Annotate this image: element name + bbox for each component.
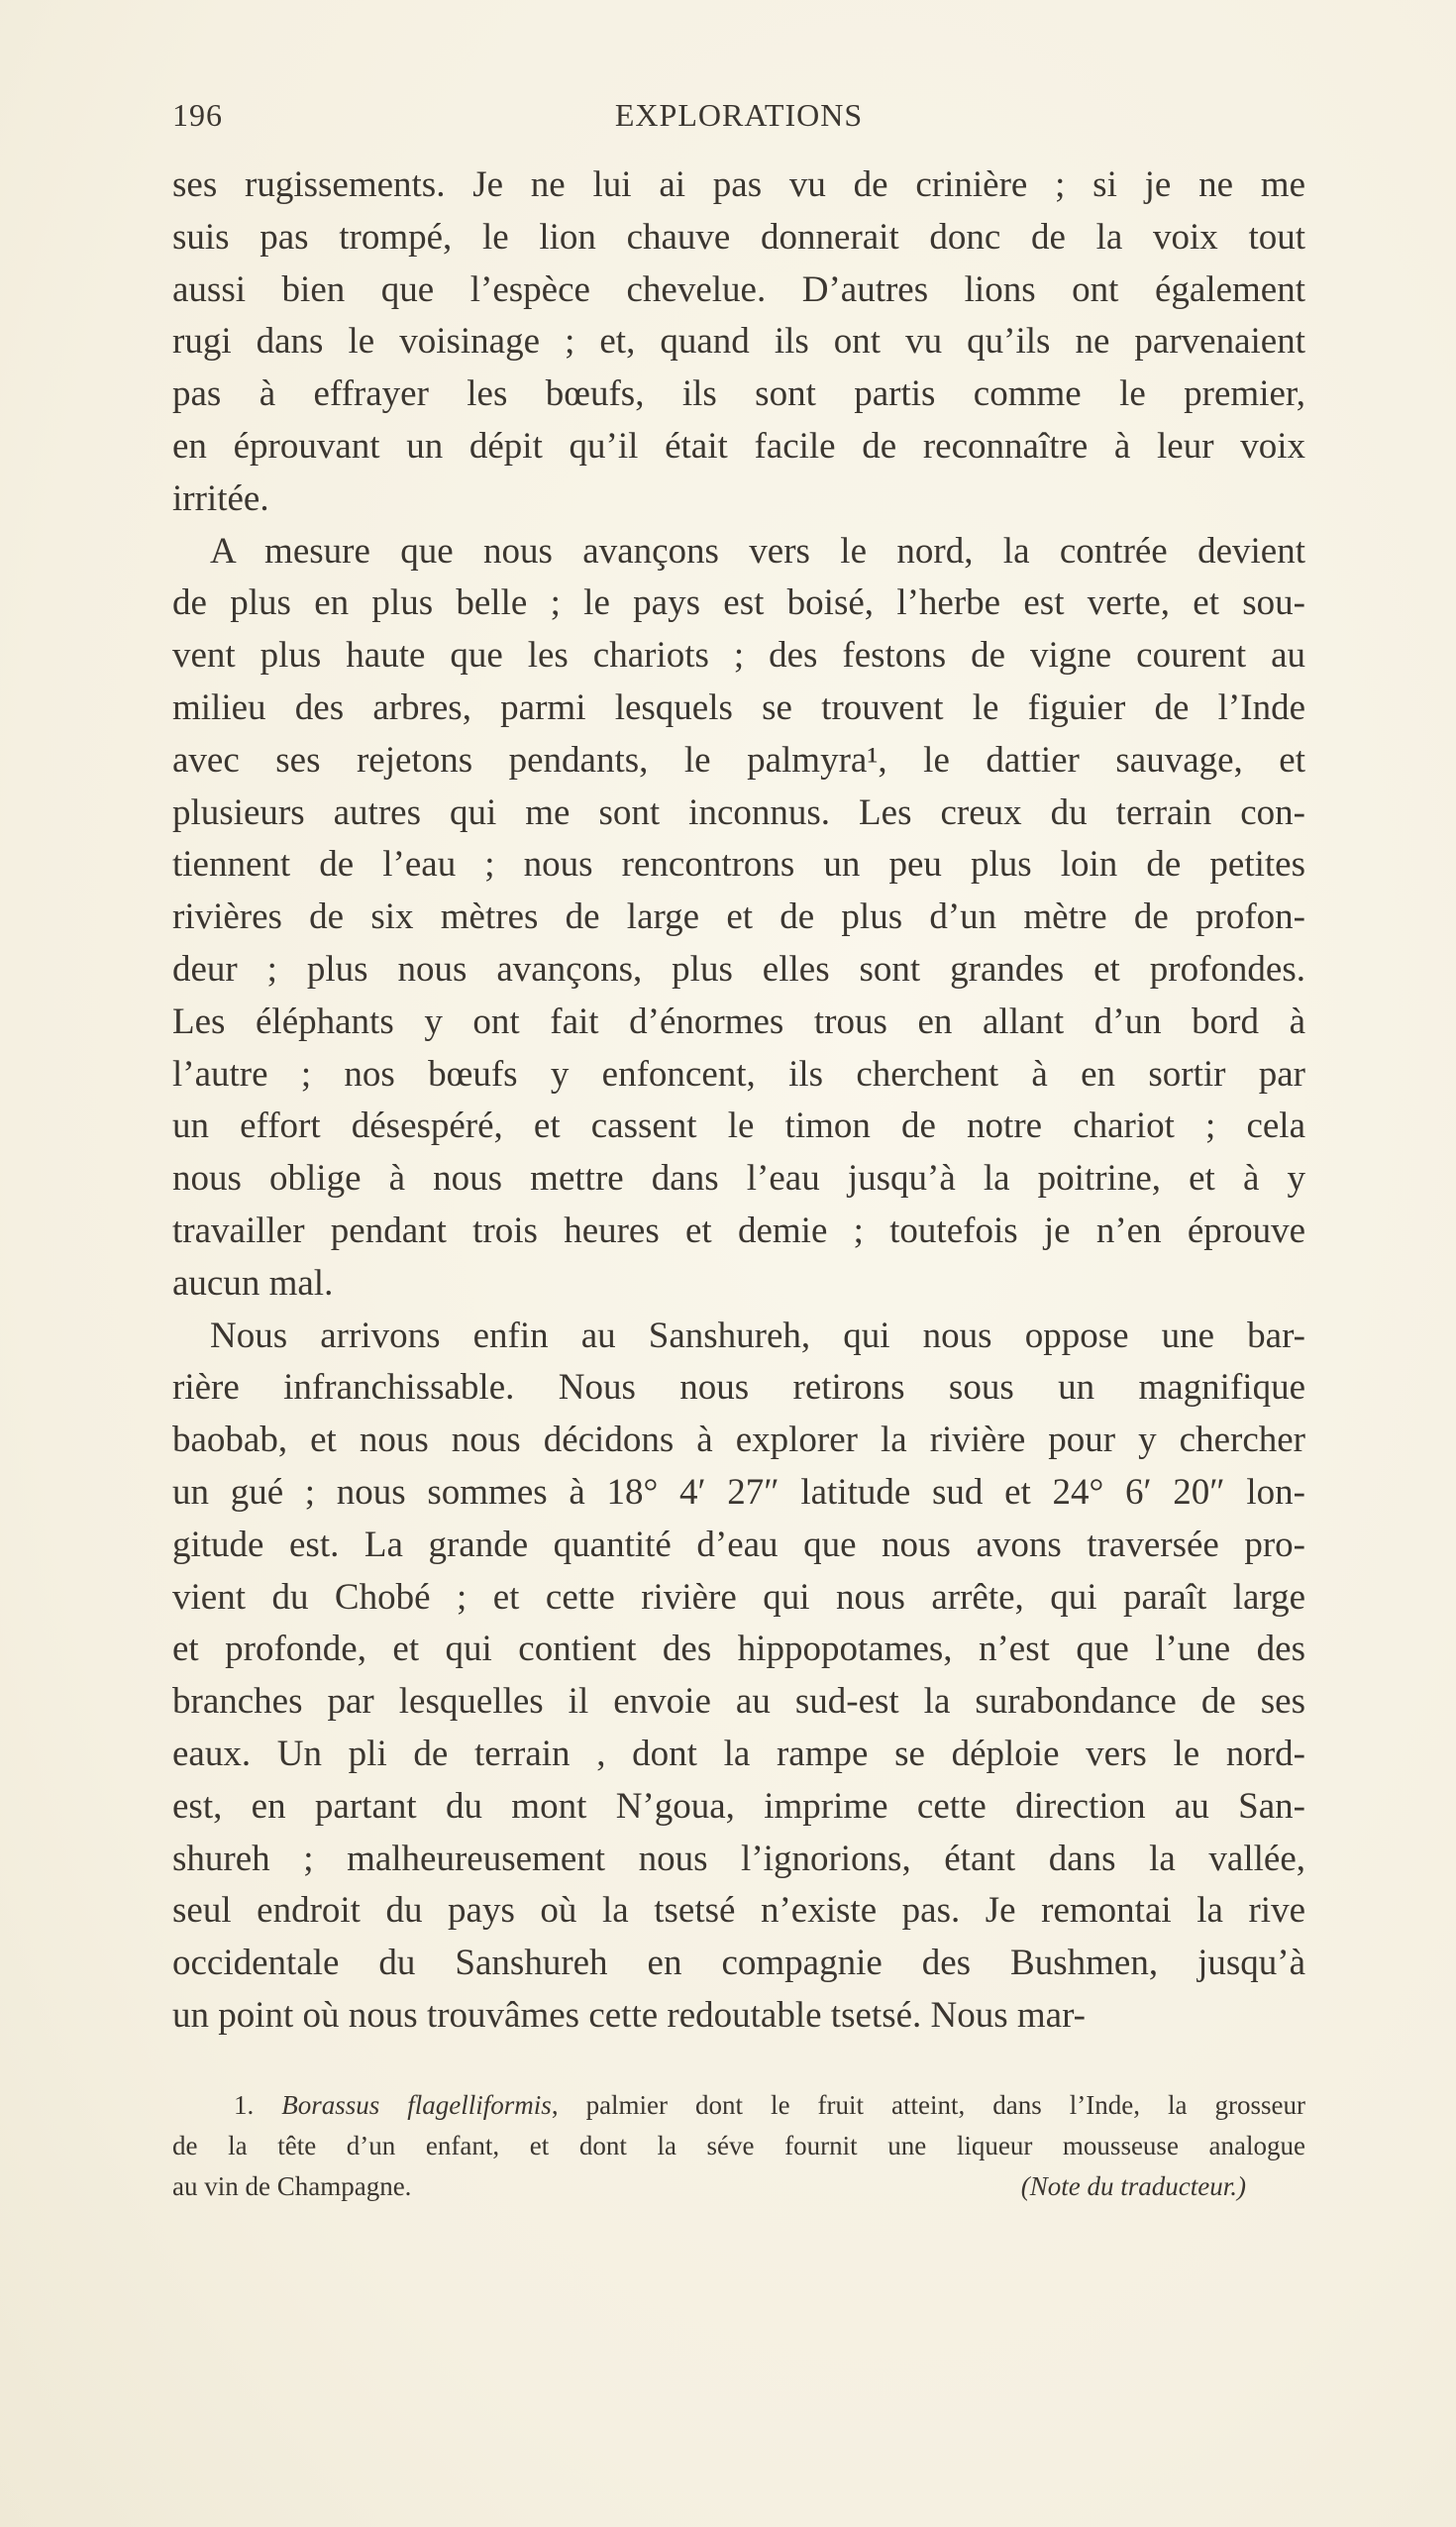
text-line: un effort désespéré, et cassent le timon de notre chariot ; cela <box>172 1106 1305 1147</box>
text-line: vient du Chobé ; et cette rivière qui nous arrête, qui paraît large <box>172 1576 1305 1618</box>
footnote-text: , palmier dont le fruit atteint, dans l’Inde, la grosseur <box>551 2090 1305 2120</box>
text-line: baobab, et nous nous décidons à explorer la rivière pour y chercher <box>172 1420 1305 1461</box>
text-line: occidentale du Sanshureh en compagnie des Bushmen, jusqu’à <box>172 1943 1305 1984</box>
text-line: l’autre ; nos bœufs y enfoncent, ils cherchent à en sortir par <box>172 1053 1305 1095</box>
body-text <box>172 159 1305 2043</box>
text-line: est, en partant du mont N’goua, imprime cette direction au San- <box>172 1785 1305 1827</box>
text-line: pas à effrayer les bœufs, ils sont partis comme le premier, <box>172 373 1305 415</box>
text-line: rière infranchissable. Nous nous retirons sous un magnifique <box>172 1367 1305 1409</box>
text-line: milieu des arbres, parmi lesquels se trouvent le figuier de l’Inde <box>172 686 1305 728</box>
text-line: en éprouvant un dépit qu’il était facile de reconnaître à leur voix <box>172 425 1305 467</box>
text-line: irritée. <box>172 477 269 519</box>
text-line: Les éléphants y ont fait d’énormes trous en allant d’un bord à <box>172 1000 1305 1042</box>
running-title: EXPLORATIONS <box>614 97 864 133</box>
text-line: plusieurs autres qui me sont inconnus. Les creux du terrain con- <box>172 791 1305 833</box>
footnote-species: Borassus flagelliformis <box>281 2090 552 2120</box>
footnote-number: 1. <box>234 2090 255 2120</box>
text-line: de plus en plus belle ; le pays est boisé, l’herbe est verte, et sou- <box>172 582 1305 624</box>
text-line: A mesure que nous avançons vers le nord, la contrée devient <box>210 530 1305 572</box>
footnote-line <box>172 2085 1305 2126</box>
text-line: ses rugissements. Je ne lui ai pas vu de crinière ; si je ne me <box>172 164 1305 205</box>
text-line: shureh ; malheureusement nous l’ignorions, étant dans la vallée, <box>172 1838 1305 1879</box>
text-line: Nous arrivons enfin au Sanshureh, qui nous oppose une bar- <box>210 1315 1305 1356</box>
text-line: tiennent de l’eau ; nous rencontrons un peu plus loin de petites <box>172 844 1305 886</box>
text-line: eaux. Un pli de terrain , dont la rampe se déploie vers le nord- <box>172 1733 1305 1774</box>
page-number: 196 <box>172 97 223 133</box>
text-line: avec ses rejetons pendants, le palmyra¹, le dattier sauvage, et <box>172 739 1305 781</box>
footnote-line: de la tête d’un enfant, et dont la séve fournit une liqueur mousseuse analogue <box>172 2131 1305 2160</box>
footnote-attribution: (Note du traducteur.) <box>1020 2171 1246 2201</box>
text-line: gitude est. La grande quantité d’eau que nous avons traversée pro- <box>172 1524 1305 1565</box>
text-line: suis pas trompé, le lion chauve donnerait donc de la voix tout <box>172 216 1305 258</box>
footnote-text: au vin de Champagne. <box>172 2171 412 2201</box>
text-line: travailler pendant trois heures et demie ; toutefois je n’en éprouve <box>172 1210 1305 1251</box>
footnote <box>172 2085 1305 2207</box>
text-line: aussi bien que l’espèce chevelue. D’autres lions ont également <box>172 268 1305 310</box>
text-line: et profonde, et qui contient des hippopotames, n’est que l’une des <box>172 1629 1305 1670</box>
text-line: deur ; plus nous avançons, plus elles sont grandes et profondes. <box>172 948 1305 990</box>
text-line: rugi dans le voisinage ; et, quand ils ont vu qu’ils ne parvenaient <box>172 321 1305 363</box>
text-line: nous oblige à nous mettre dans l’eau jusqu’à la poitrine, et à y <box>172 1158 1305 1200</box>
text-line: branches par lesquelles il envoie au sud-est la surabondance de ses <box>172 1681 1305 1723</box>
text-line: aucun mal. <box>172 1262 334 1304</box>
text-line: un gué ; nous sommes à 18° 4′ 27″ latitude sud et 24° 6′ 20″ lon- <box>172 1471 1305 1513</box>
text-line: un point où nous trouvâmes cette redoutable tsetsé. Nous mar- <box>172 1994 1086 2036</box>
text-line: seul endroit du pays où la tsetsé n’existe pas. Je remontai la rive <box>172 1890 1305 1932</box>
text-line: vent plus haute que les chariots ; des festons de vigne courent au <box>172 635 1305 677</box>
text-line: rivières de six mètres de large et de plus d’un mètre de profon- <box>172 896 1305 938</box>
footnote-line <box>172 2166 1305 2207</box>
